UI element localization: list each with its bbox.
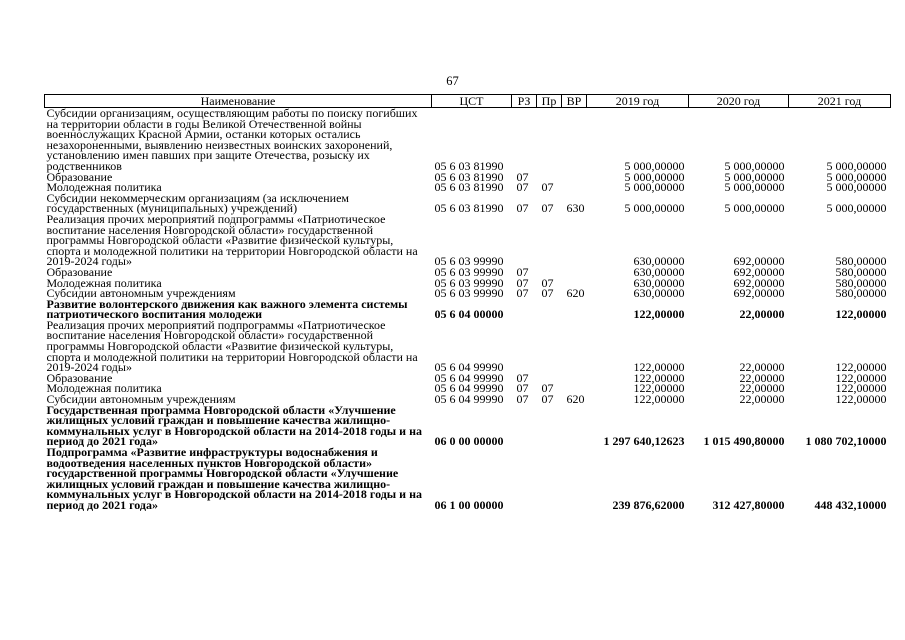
cell-name: Молодежная политика: [46, 275, 162, 290]
header-2020: 2020 год: [689, 95, 789, 108]
table-row: [45, 405, 891, 447]
cell-2021: 122,00000: [835, 381, 887, 396]
cell-cst: 05 6 04 99990: [434, 360, 504, 375]
cell-name: Субсидии организациям, осуществляющим работы по поиску погибших на территории области в годы Великой Отечественной войны военнослужащих Красной Армии, останки которых остались незахороненными, выявлению неизвестных воинских захоронений, установлению имен павших при защите Отечества, розыску их родственников: [46, 106, 418, 173]
cell-2020: 692,00000: [733, 264, 785, 279]
cell-2020: 22,00000: [739, 392, 785, 407]
cell-cst: 05 6 03 99990: [434, 264, 504, 279]
cell-vr: 620: [566, 392, 585, 407]
cell-cst: 05 6 03 81990: [434, 201, 504, 216]
cell-cst: 06 0 00 00000: [434, 434, 504, 449]
cell-2019: 122,00000: [633, 307, 685, 322]
cell-2021: 448 432,10000: [814, 497, 887, 512]
cell-rz: [512, 299, 537, 320]
cell-2021: 122,00000: [835, 370, 887, 385]
cell-rz: 07: [516, 381, 529, 396]
cell-cst: 05 6 03 99990: [434, 286, 504, 301]
cell-rz: 07: [516, 180, 529, 195]
cell-2021: 5 000,00000: [826, 180, 887, 195]
cell-rz: [512, 405, 537, 447]
cell-vr: 620: [566, 286, 585, 301]
cell-rz: 07: [516, 370, 529, 385]
cell-2019: 630,00000: [633, 286, 685, 301]
cell-2021: 1 080 702,10000: [805, 434, 887, 449]
cell-2019: 239 876,62000: [612, 497, 685, 512]
cell-pr: 07: [541, 392, 554, 407]
cell-2020: 5 000,00000: [724, 169, 785, 184]
cell-rz: 07: [516, 275, 529, 290]
cell-rz: [512, 214, 537, 267]
cell-rz: 07: [516, 169, 529, 184]
cell-name: Образование: [46, 169, 113, 184]
table-row: [45, 299, 891, 320]
cell-pr: 07: [541, 286, 554, 301]
cell-2019: 5 000,00000: [624, 201, 685, 216]
cell-pr: [537, 214, 562, 267]
cell-2021: 580,00000: [835, 254, 887, 269]
cell-cst: 05 6 04 00000: [434, 307, 504, 322]
cell-2020: 22,00000: [739, 307, 785, 322]
cell-vr: [562, 108, 587, 172]
table-row: [45, 320, 891, 373]
cell-2021: 5 000,00000: [826, 169, 887, 184]
page-number: 67: [446, 74, 459, 88]
cell-name: Реализация прочих мероприятий подпрограммы «Патриотическое воспитание населения Новгородской области» государственной программы Новгородской области «Развитие физической культуры, спорта и молодежной политики на территории Новгородской области на 2019-2024 годы»: [46, 211, 418, 269]
cell-2019: 630,00000: [633, 275, 685, 290]
cell-2021: 5 000,00000: [826, 201, 887, 216]
cell-2020: 5 000,00000: [724, 201, 785, 216]
header-2021: 2021 год: [789, 95, 891, 108]
cell-cst: 05 6 03 99990: [434, 275, 504, 290]
cell-vr: [562, 373, 587, 384]
budget-table: [44, 94, 891, 511]
cell-cst: 06 1 00 00000: [434, 497, 504, 512]
cell-vr: [562, 182, 587, 193]
cell-2020: 22,00000: [739, 360, 785, 375]
cell-2021: 580,00000: [835, 286, 887, 301]
cell-2020: 5 000,00000: [724, 158, 785, 173]
cell-2021: 122,00000: [835, 307, 887, 322]
table-row: [45, 108, 891, 172]
cell-name: Субсидии автономным учреждениям: [46, 286, 236, 301]
cell-name: Молодежная политика: [46, 381, 162, 396]
cell-cst: 05 6 03 81990: [434, 169, 504, 184]
cell-vr: [562, 267, 587, 278]
header-name: Наименование: [45, 95, 432, 108]
cell-cst: 05 6 04 99990: [434, 370, 504, 385]
cell-2019: 1 297 640,12623: [603, 434, 685, 449]
cell-rz: 07: [516, 392, 529, 407]
cell-2020: 692,00000: [733, 254, 785, 269]
cell-vr: [562, 405, 587, 447]
cell-2021: 122,00000: [835, 360, 887, 375]
table-row: [45, 193, 891, 214]
cell-2020: 22,00000: [739, 370, 785, 385]
cell-cst: 05 6 03 99990: [434, 254, 504, 269]
cell-name: Образование: [46, 264, 113, 279]
cell-cst: 05 6 03 81990: [434, 180, 504, 195]
header-2019: 2019 год: [587, 95, 689, 108]
cell-2020: 22,00000: [739, 381, 785, 396]
header-rz: РЗ: [512, 95, 537, 108]
cell-pr: [537, 447, 562, 511]
cell-vr: [562, 299, 587, 320]
cell-pr: 07: [541, 275, 554, 290]
cell-2021: 580,00000: [835, 275, 887, 290]
cell-2020: 1 015 490,80000: [703, 434, 785, 449]
cell-name: Субсидии некоммерческим организациям (за исключением государственных (муниципальных) учреждений): [46, 190, 350, 216]
cell-rz: [512, 447, 537, 511]
cell-pr: [537, 405, 562, 447]
header-cst: ЦСТ: [432, 95, 512, 108]
cell-name: Образование: [46, 370, 113, 385]
cell-2019: 5 000,00000: [624, 180, 685, 195]
cell-name: Развитие волонтерского движения как важного элемента системы патриотического воспитания молодежи: [46, 296, 408, 322]
header-pr: Пр: [537, 95, 562, 108]
cell-pr: 07: [541, 201, 554, 216]
cell-2020: 692,00000: [733, 275, 785, 290]
cell-vr: [562, 214, 587, 267]
cell-vr: [562, 172, 587, 183]
cell-2019: 122,00000: [633, 381, 685, 396]
table-row: [45, 214, 891, 267]
cell-rz: [512, 108, 537, 172]
cell-2021: 580,00000: [835, 264, 887, 279]
cell-name: Государственная программа Новгородской области «Улучшение жилищных условий граждан и повышение качества жилищно-коммунальных услуг в Новгородской области на 2014-2018 годы и на период до 2021 года»: [46, 402, 422, 449]
cell-pr: [537, 108, 562, 172]
cell-pr: [537, 320, 562, 373]
cell-name: Реализация прочих мероприятий подпрограммы «Патриотическое воспитание населения Новгородской области» государственной программы Новгородской области «Развитие физической культуры, спорта и молодежной политики на территории Новгородской области на 2019-2024 годы»: [46, 317, 418, 375]
cell-vr: 630: [566, 201, 585, 216]
cell-rz: 07: [516, 286, 529, 301]
cell-name: Подпрограмма «Развитие инфраструктуры водоснабжения и водоотведения населенных пунктов Новгородской области» государственной программы Новгородской области «Улучшение жилищных условий граждан и повышение качества жилищно-коммунальных услуг в Новгородской области на 2014-2018 годы и на период до 2021 года»: [46, 445, 422, 512]
cell-2020: 5 000,00000: [724, 180, 785, 195]
cell-2021: 5 000,00000: [826, 158, 887, 173]
cell-2021: 122,00000: [835, 392, 887, 407]
cell-pr: 07: [541, 180, 554, 195]
cell-2019: 122,00000: [633, 392, 685, 407]
cell-2020: 312 427,80000: [712, 497, 785, 512]
table-row: [45, 447, 891, 511]
cell-vr: [562, 320, 587, 373]
cell-2019: 122,00000: [633, 370, 685, 385]
cell-2019: 5 000,00000: [624, 169, 685, 184]
cell-2019: 630,00000: [633, 264, 685, 279]
cell-2019: 5 000,00000: [624, 158, 685, 173]
cell-rz: 07: [516, 264, 529, 279]
cell-2020: 692,00000: [733, 286, 785, 301]
cell-cst: 05 6 04 99990: [434, 392, 504, 407]
cell-vr: [562, 447, 587, 511]
cell-2019: 122,00000: [633, 360, 685, 375]
cell-name: Молодежная политика: [46, 180, 162, 195]
cell-rz: [512, 320, 537, 373]
cell-cst: 05 6 04 99990: [434, 381, 504, 396]
cell-pr: [537, 299, 562, 320]
cell-pr: 07: [541, 381, 554, 396]
cell-cst: 05 6 03 81990: [434, 158, 504, 173]
cell-rz: 07: [516, 201, 529, 216]
cell-name: Субсидии автономным учреждениям: [46, 392, 236, 407]
header-vr: ВР: [562, 95, 587, 108]
cell-2019: 630,00000: [633, 254, 685, 269]
